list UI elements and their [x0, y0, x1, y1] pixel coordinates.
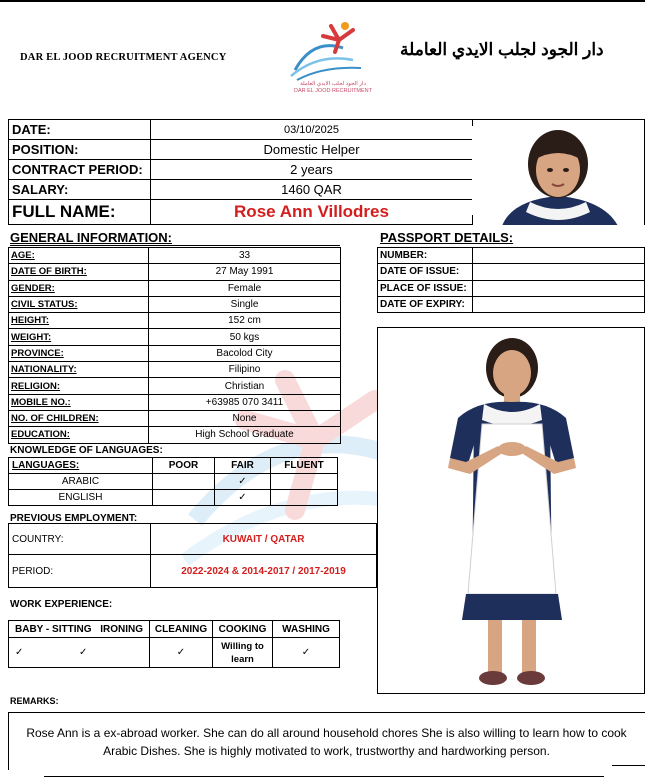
previous-employment-title: PREVIOUS EMPLOYMENT:	[10, 513, 138, 524]
field-label: DATE OF ISSUE:	[378, 264, 473, 280]
table-row	[378, 280, 645, 296]
field-label: WEIGHT:	[9, 329, 149, 345]
agency-name-english: DAR EL JOOD RECRUITMENT AGENCY	[20, 52, 227, 63]
summary-row-date	[9, 120, 473, 140]
field-value: Bacolod City	[149, 345, 341, 361]
date-value: 03/10/2025	[151, 120, 473, 140]
full-body-image	[378, 328, 645, 694]
languages-title: KNOWLEDGE OF LANGUAGES:	[10, 445, 163, 456]
remarks-title: REMARKS:	[10, 696, 59, 706]
field-label: NATIONALITY:	[9, 362, 149, 378]
logo-caption-arabic: دار الجود لجلب الايدي العاملة	[300, 81, 366, 87]
contract-label: CONTRACT PERIOD:	[9, 160, 151, 180]
period-label: PERIOD:	[9, 555, 151, 588]
column-header: FAIR	[215, 458, 271, 474]
skill-value: ✓	[15, 647, 24, 658]
skill-value-group	[9, 638, 150, 668]
bottom-rule-right	[612, 765, 645, 766]
table-row	[378, 264, 645, 280]
salary-label: SALARY:	[9, 180, 151, 200]
full-name-value: Rose Ann Villodres	[151, 200, 473, 225]
field-value: +63985 070 3411	[149, 394, 341, 410]
field-value	[473, 248, 645, 264]
column-header: LANGUAGES:	[9, 458, 153, 474]
language-poor	[153, 474, 215, 490]
position-value: Domestic Helper	[151, 140, 473, 160]
table-row	[9, 394, 341, 410]
field-value: Filipino	[149, 362, 341, 378]
date-label: DATE:	[9, 120, 151, 140]
skill-value: Willing to learn	[213, 638, 273, 668]
field-value: 152 cm	[149, 313, 341, 329]
table-row	[9, 555, 377, 588]
skill-value: ✓	[150, 638, 213, 668]
work-experience-title: WORK EXPERIENCE:	[10, 599, 113, 610]
field-label: NUMBER:	[378, 248, 473, 264]
summary-row-salary	[9, 180, 473, 200]
table-row	[9, 248, 341, 264]
remarks-text: Rose Ann is a ex-abroad worker. She can do all around household chores She is also willing to learn how to cook Arabic Dishes. She is highly motivated to work, trustworthy and hardworking person.	[26, 726, 627, 758]
summary-row-contract	[9, 160, 473, 180]
skill-header-group	[9, 621, 150, 638]
previous-employment-table	[8, 523, 377, 588]
country-label: COUNTRY:	[9, 524, 151, 555]
full-name-label: FULL NAME:	[9, 200, 151, 225]
table-header-row	[9, 621, 340, 638]
column-header: CLEANING	[150, 621, 213, 638]
top-rule	[0, 0, 645, 2]
position-label: POSITION:	[9, 140, 151, 160]
language-fair: ✓	[215, 490, 271, 506]
field-value: Female	[149, 280, 341, 296]
table-row	[9, 427, 341, 443]
field-label: RELIGION:	[9, 378, 149, 394]
language-fluent	[271, 474, 338, 490]
contract-value: 2 years	[151, 160, 473, 180]
logo-caption-english: DAR EL JOOD RECRUITMENT	[293, 88, 373, 94]
table-row	[378, 248, 645, 264]
language-fluent	[271, 490, 338, 506]
field-label: CIVIL STATUS:	[9, 296, 149, 312]
general-info-title: GENERAL INFORMATION:	[10, 230, 340, 246]
table-row	[9, 474, 338, 490]
field-value	[473, 264, 645, 280]
table-row	[9, 296, 341, 312]
field-label: DATE OF BIRTH:	[9, 264, 149, 280]
field-value: 50 kgs	[149, 329, 341, 345]
table-row	[9, 329, 341, 345]
field-value: None	[149, 410, 341, 426]
language-name: ENGLISH	[9, 490, 153, 506]
headshot-image	[472, 120, 645, 225]
table-row	[9, 362, 341, 378]
language-name: ARABIC	[9, 474, 153, 490]
table-row	[9, 524, 377, 555]
languages-table	[8, 457, 338, 506]
field-label: HEIGHT:	[9, 313, 149, 329]
summary-row-position	[9, 140, 473, 160]
agency-name-arabic: دار الجود لجلب الايدي العاملة	[400, 40, 604, 59]
field-value: Single	[149, 296, 341, 312]
field-label: EDUCATION:	[9, 427, 149, 443]
table-row	[9, 280, 341, 296]
field-label: AGE:	[9, 248, 149, 264]
table-header-row	[9, 458, 338, 474]
salary-value: 1460 QAR	[151, 180, 473, 200]
field-label: MOBILE NO.:	[9, 394, 149, 410]
general-info-table	[8, 247, 341, 444]
table-row	[9, 313, 341, 329]
table-row	[9, 638, 340, 668]
bottom-rule	[44, 776, 604, 777]
field-label: DATE OF EXPIRY:	[378, 296, 473, 312]
field-value: 33	[149, 248, 341, 264]
table-row	[9, 264, 341, 280]
table-row	[9, 410, 341, 426]
field-value: 27 May 1991	[149, 264, 341, 280]
column-header: COOKING	[213, 621, 273, 638]
table-row	[9, 490, 338, 506]
column-header: BABY - SITTING	[15, 623, 92, 635]
field-value: Christian	[149, 378, 341, 394]
period-value: 2022-2024 & 2014-2017 / 2017-2019	[151, 555, 377, 588]
field-value	[473, 296, 645, 312]
table-row	[378, 296, 645, 312]
summary-table	[8, 119, 473, 225]
column-header: IRONING	[100, 623, 143, 635]
language-poor	[153, 490, 215, 506]
full-body-photo	[377, 327, 645, 694]
language-fair: ✓	[215, 474, 271, 490]
field-value	[473, 280, 645, 296]
field-label: PLACE OF ISSUE:	[378, 280, 473, 296]
column-header: FLUENT	[271, 458, 338, 474]
passport-title: PASSPORT DETAILS:	[380, 230, 514, 245]
column-header: WASHING	[273, 621, 340, 638]
field-label: GENDER:	[9, 280, 149, 296]
summary-row-name	[9, 200, 473, 225]
headshot-photo	[472, 119, 645, 225]
skill-value: ✓	[79, 647, 88, 658]
field-value: High School Graduate	[149, 427, 341, 443]
field-label: NO. OF CHILDREN:	[9, 410, 149, 426]
column-header: POOR	[153, 458, 215, 474]
country-value: KUWAIT / QATAR	[151, 524, 377, 555]
work-experience-table	[8, 620, 340, 668]
skill-value: ✓	[273, 638, 340, 668]
passport-table	[377, 247, 645, 313]
table-row	[9, 378, 341, 394]
table-row	[9, 345, 341, 361]
field-label: PROVINCE:	[9, 345, 149, 361]
